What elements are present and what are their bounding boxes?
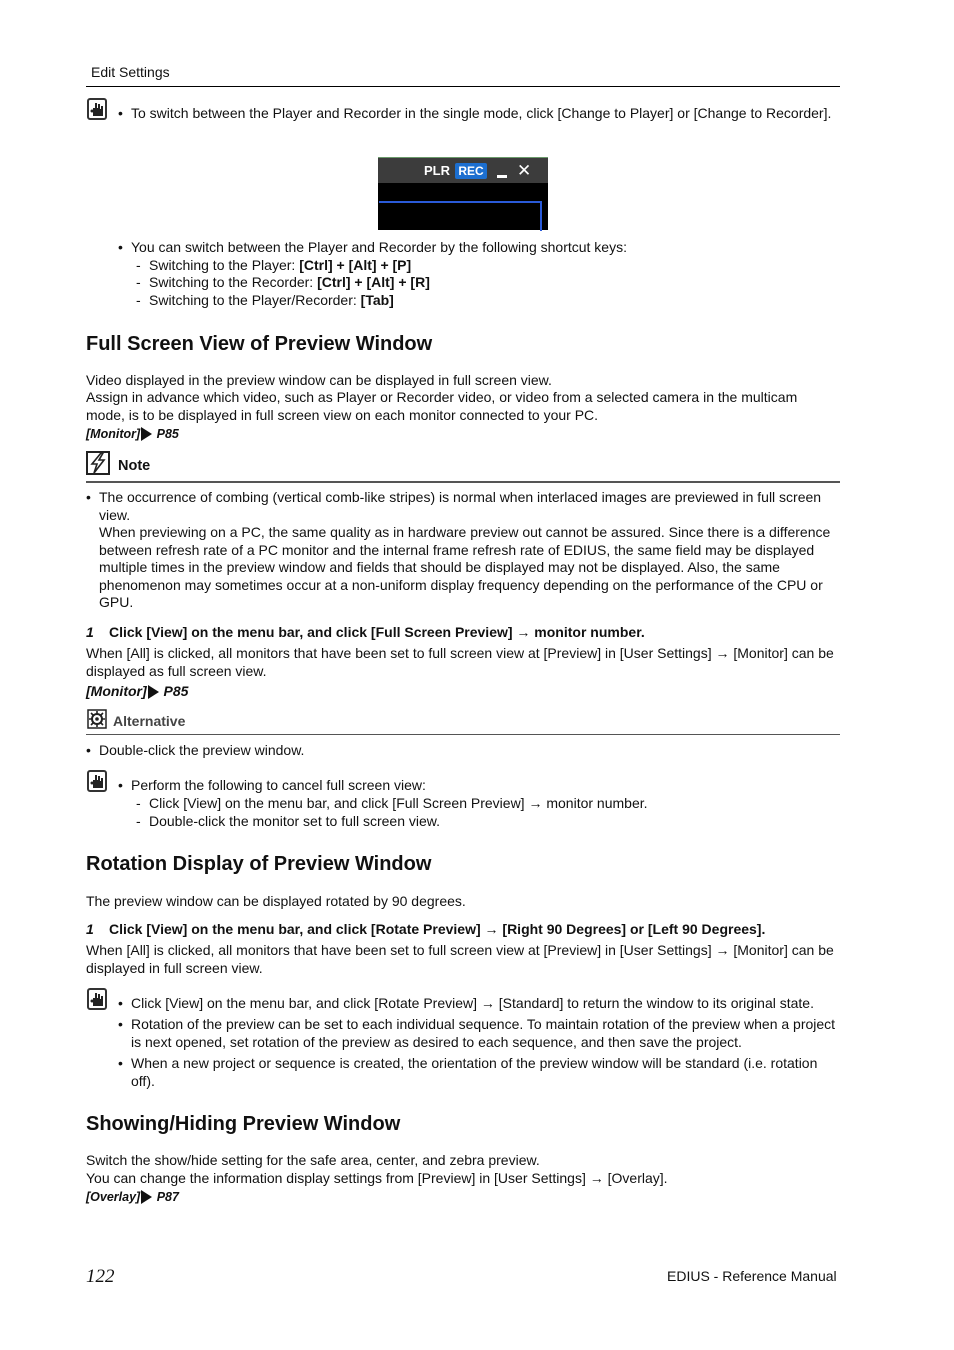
- paragraph: Video displayed in the preview window can be displayed in full screen view.: [86, 372, 552, 388]
- cross-reference-link[interactable]: [86, 683, 188, 701]
- dash-text: Double-click the monitor set to full screen view.: [149, 813, 441, 829]
- plr-label: PLR: [424, 163, 450, 178]
- xref-name: [Overlay]: [86, 1190, 141, 1204]
- bullet: •: [86, 742, 91, 758]
- xref-name: [Monitor]: [86, 427, 141, 441]
- arrow-right-icon: [141, 427, 152, 441]
- arrow-right-icon: [148, 685, 159, 699]
- xref-page: P87: [156, 1190, 179, 1204]
- tip-item: When a new project or sequence is created, the orientation of the preview window will be standard (i.e. rotation off).: [131, 1055, 818, 1089]
- note-rule: [86, 481, 840, 483]
- paragraph: Assign in advance which video, such as Player or Recorder video, or video from a selected camera in the multicam mode, is to be displayed in full screen view on each monitor connected to your PC.: [86, 389, 798, 423]
- step-number: 1: [86, 921, 94, 937]
- close-icon: ✕: [517, 161, 532, 180]
- step-text: Click [View] on the menu bar, and click [Rotate Preview] → [Right 90 Degrees] or [Left 90 Degrees].: [109, 921, 766, 937]
- step-description: When [All] is clicked, all monitors that have been set to full screen view at [Preview] in [User Settings] → [Monitor] can be displayed in full screen view.: [86, 942, 834, 976]
- arrow-right-icon: [141, 1190, 152, 1204]
- cross-reference-link[interactable]: [86, 1189, 179, 1207]
- note-label: Note: [118, 458, 151, 474]
- screenshot-monitor-frame: [379, 201, 542, 231]
- tip-item: Perform the following to cancel full screen view:: [131, 777, 426, 793]
- hint-hand-icon: [87, 98, 107, 120]
- manual-title: EDIUS - Reference Manual: [667, 1268, 837, 1284]
- note-item: The occurrence of combing (vertical comb-like stripes) is normal when interlaced images are previewed in full screen view.: [99, 489, 822, 523]
- dash-text: Switching to the Player/Recorder:: [149, 292, 361, 308]
- shortcut-keys: [Tab]: [360, 292, 394, 308]
- note-icon: [86, 451, 110, 475]
- alternative-item: Double-click the preview window.: [99, 742, 305, 758]
- dash-text: Switching to the Recorder:: [149, 274, 318, 290]
- bullet: •: [86, 489, 91, 505]
- step-number: 1: [86, 624, 94, 640]
- tip-item: To switch between the Player and Recorder in the single mode, click [Change to Player] or [Change to Recorder].: [131, 105, 832, 121]
- tip-item: Rotation of the preview can be set to each individual sequence. To maintain rotation of the preview when a project is next opened, set rotation of the preview as desired to each sequence, and then save the project.: [131, 1016, 836, 1050]
- alternative-gear-icon: [87, 709, 107, 729]
- dash-text: Switching to the Player:: [149, 257, 300, 273]
- procedure-step: [86, 624, 645, 642]
- header-rule: [86, 86, 840, 87]
- player-recorder-titlebar-screenshot: [378, 157, 548, 230]
- page-number: 122: [86, 1266, 115, 1287]
- tip-item: You can switch between the Player and Recorder by the following shortcut keys:: [131, 239, 627, 255]
- shortcut-keys: [Ctrl] + [Alt] + [P]: [299, 257, 412, 273]
- alternative-label: Alternative: [113, 713, 186, 729]
- dash-text: Click [View] on the menu bar, and click [Full Screen Preview] → monitor number.: [149, 795, 648, 811]
- minimize-icon: [497, 175, 507, 178]
- xref-name: [Monitor]: [86, 683, 147, 699]
- xref-page: P85: [156, 427, 179, 441]
- paragraph: Switch the show/hide setting for the safe area, center, and zebra preview.: [86, 1152, 540, 1168]
- tip-item: Click [View] on the menu bar, and click [Rotate Preview] → [Standard] to return the window to its original state.: [131, 995, 814, 1011]
- xref-page: P85: [163, 683, 189, 699]
- paragraph: The preview window can be displayed rotated by 90 degrees.: [86, 893, 466, 909]
- step-description: When [All] is clicked, all monitors that have been set to full screen view at [Preview] in [User Settings] → [Monitor] can be displayed as full screen view.: [86, 645, 834, 679]
- note-item-continued: When previewing on a PC, the same quality as in hardware preview out cannot be assured. Since there is a difference between refresh rate of a PC monitor and the internal frame refresh rate of EDIUS, the same field may be displayed multiple times in the preview window and fields that should be displayed may not be displayed. Also, the same phenomenon may sometimes occur at a non-uniform display frequency depending on the performance of the CPU or GPU.: [99, 524, 831, 611]
- cross-reference-link[interactable]: [86, 426, 179, 444]
- procedure-step: [86, 921, 765, 939]
- rec-label: REC: [455, 163, 487, 179]
- hint-hand-icon: [87, 988, 107, 1010]
- section-heading: Showing/Hiding Preview Window: [86, 1113, 401, 1135]
- step-text: Click [View] on the menu bar, and click [Full Screen Preview] → monitor number.: [109, 624, 645, 640]
- paragraph: You can change the information display settings from [Preview] in [User Settings] → [Overlay].: [86, 1170, 668, 1186]
- running-header: Edit Settings: [91, 64, 170, 80]
- shortcut-keys: [Ctrl] + [Alt] + [R]: [317, 274, 430, 290]
- alternative-rule: [86, 734, 840, 735]
- hint-hand-icon: [87, 770, 107, 792]
- screenshot-titlebar: [378, 157, 548, 184]
- section-heading: Full Screen View of Preview Window: [86, 333, 433, 355]
- section-heading: Rotation Display of Preview Window: [86, 853, 432, 875]
